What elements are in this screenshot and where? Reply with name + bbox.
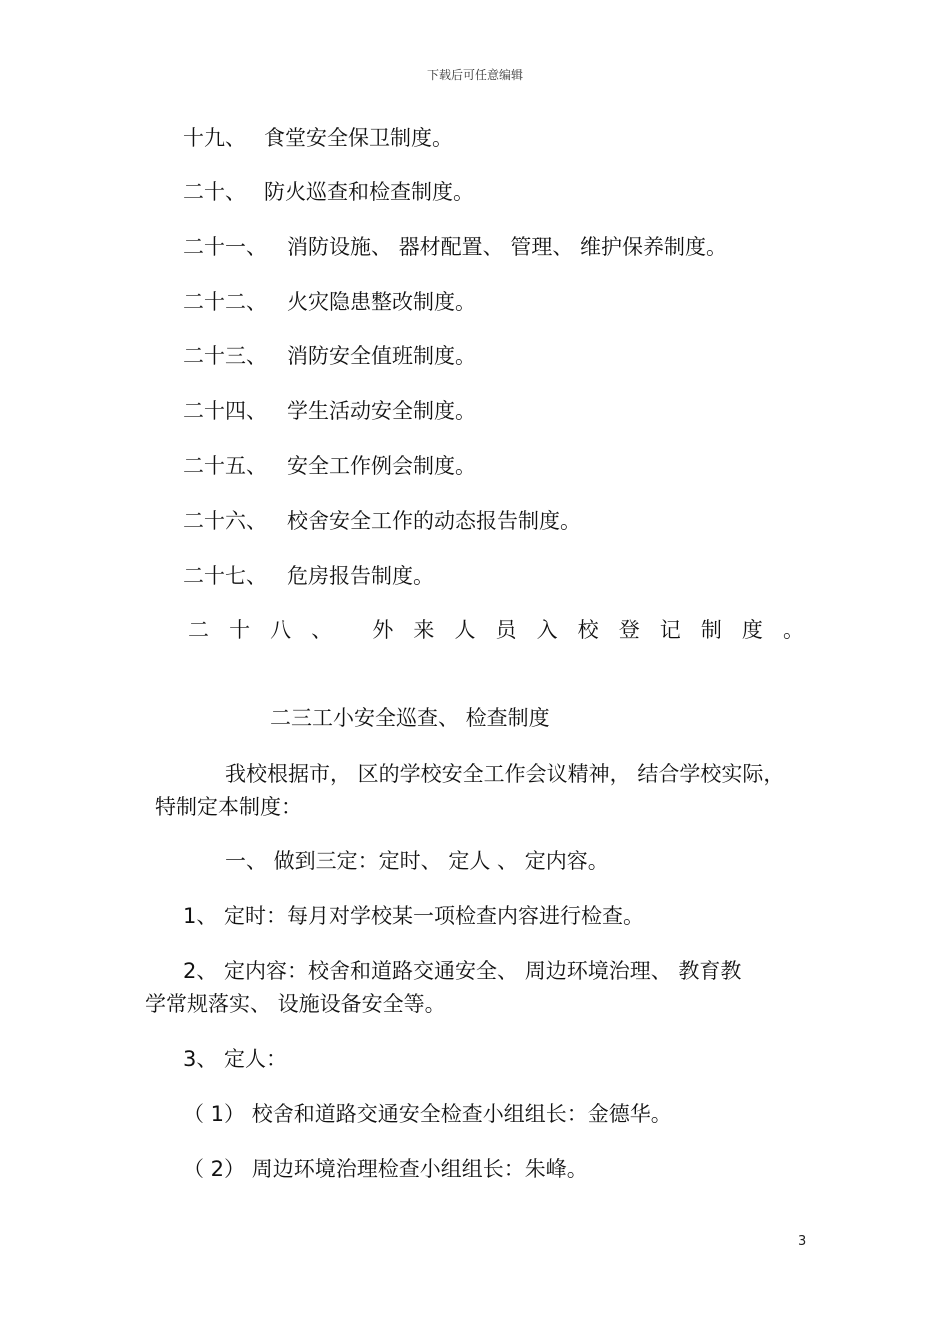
list-item-text: 食堂安全保卫制度。 — [264, 126, 453, 150]
page-number: 3 — [798, 1234, 807, 1249]
list-item-text: 火灾隐患整改制度。 — [287, 290, 476, 314]
list-item-char: 度 — [741, 618, 763, 642]
list-item — [183, 123, 453, 153]
list-item-char: 二 — [188, 618, 209, 642]
list-item — [183, 341, 476, 371]
intro-paragraph-line: 我校根据市， 区的学校安全工作会议精神， 结合学校实际， — [225, 762, 785, 786]
list-item — [183, 232, 727, 262]
list-item-number: 二十、 — [183, 180, 246, 204]
list-item-number: 二十六、 — [183, 509, 267, 533]
list-item-number: 二十四、 — [183, 399, 267, 423]
list-item-number: 二十三、 — [183, 344, 267, 368]
list-item — [183, 177, 474, 207]
list-item-char: 记 — [659, 618, 681, 642]
list-item-char: 八 — [270, 618, 292, 642]
section-title: 二三工小安全巡查、 检查制度 — [270, 706, 550, 730]
list-item-number: 十九、 — [183, 126, 246, 150]
list-item-text: 危房报告制度。 — [287, 564, 434, 588]
list-item-char: 校 — [577, 618, 599, 642]
list-item-number: 二十二、 — [183, 290, 267, 314]
list-item-text: 防火巡查和检查制度。 — [264, 180, 474, 204]
list-item-char: 制 — [700, 618, 722, 642]
list-item-char: 来 — [413, 618, 435, 642]
list-item-number: 二十五、 — [183, 454, 267, 478]
numbered-item: 3、 定人： — [183, 1047, 288, 1071]
list-item-text: 校舍安全工作的动态报告制度。 — [287, 509, 581, 533]
list-item-char: 员 — [495, 618, 517, 642]
list-item-text: 学生活动安全制度。 — [287, 399, 476, 423]
list-item-number: 二十一、 — [183, 235, 267, 259]
list-item-text: 安全工作例会制度。 — [287, 454, 476, 478]
sub-item: （ 2） 周边环境治理检查小组组长：朱峰。 — [183, 1157, 588, 1181]
page-header: 下载后可任意编辑 — [426, 68, 523, 82]
numbered-item: 2、 定内容：校舍和道路交通安全、 周边环境治理、 教育教 — [183, 959, 742, 983]
list-item-number: 二十七、 — [183, 564, 267, 588]
list-item — [183, 287, 476, 317]
list-item-text: 消防设施、 器材配置、 管理、 维护保养制度。 — [287, 235, 728, 259]
point-heading: 一、 做到三定：定时、 定人 、 定内容。 — [225, 849, 609, 873]
intro-paragraph-line: 特制定本制度： — [155, 795, 302, 819]
list-item-char: 十 — [229, 618, 251, 642]
list-item-char: 、 — [311, 618, 333, 642]
list-item-text: 消防安全值班制度。 — [287, 344, 476, 368]
list-item-28 — [188, 615, 804, 645]
numbered-item: 1、 定时：每月对学校某一项检查内容进行检查。 — [183, 904, 645, 928]
numbered-item-continuation: 学常规落实、 设施设备安全等。 — [145, 992, 446, 1016]
list-item — [183, 451, 476, 481]
list-item — [183, 561, 434, 591]
list-item-char: 入 — [536, 618, 558, 642]
list-item-char: 外 — [372, 618, 394, 642]
list-item-char: 登 — [618, 618, 640, 642]
list-item — [183, 506, 581, 536]
list-item-char: 人 — [454, 618, 476, 642]
list-item — [183, 396, 476, 426]
list-item-char: 。 — [782, 618, 804, 642]
sub-item: （ 1） 校舍和道路交通安全检查小组组长：金德华。 — [183, 1102, 672, 1126]
